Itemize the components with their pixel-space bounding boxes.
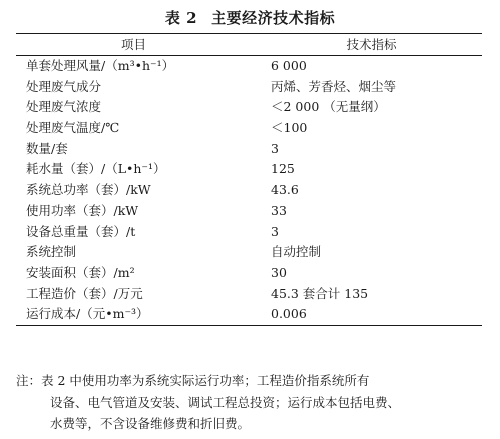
- table-number: 表 2: [164, 9, 198, 27]
- row-value: 0.006: [271, 306, 307, 322]
- row-item: 工程造价（套）/万元: [26, 285, 143, 301]
- row-item: 使用功率（套）/kW: [26, 202, 139, 218]
- column-header-indicator: 技术指标: [346, 37, 397, 52]
- row-item: 安装面积（套）/m²: [26, 264, 135, 280]
- row-value: 30: [271, 264, 287, 280]
- note-line: 设备、电气管道及安装、调试工程总投资；运行成本包括电费、: [50, 394, 401, 410]
- table-title: 主要经济技术指标: [211, 9, 336, 27]
- table-row: [16, 118, 482, 139]
- row-value: 3: [271, 140, 279, 156]
- table-row: [16, 242, 482, 263]
- row-item: 处理废气温度/℃: [26, 120, 120, 136]
- table-row: [16, 159, 482, 180]
- row-value: 33: [271, 202, 287, 218]
- row-value: 43.6: [271, 182, 299, 198]
- table-header-row: [16, 34, 482, 55]
- row-value: 自动控制: [271, 244, 322, 260]
- table-row: [16, 97, 482, 118]
- row-value: ＜100: [271, 120, 308, 136]
- row-value: 丙烯、芳香烃、烟尘等: [271, 78, 397, 94]
- row-item: 运行成本/（元•m⁻³）: [26, 306, 149, 322]
- column-header-item: 项目: [120, 37, 146, 52]
- bottom-rule: [16, 325, 482, 326]
- row-item: 耗水量（套）/（L•h⁻¹）: [26, 161, 166, 177]
- row-value: ＜2 000 （无量纲）: [271, 99, 386, 115]
- table-row: [16, 77, 482, 98]
- row-value: 125: [271, 161, 295, 177]
- table-row: [16, 222, 482, 243]
- row-item: 处理废气浓度: [26, 99, 102, 115]
- note-line: 水费等，不含设备维修费和折旧费。: [50, 416, 251, 431]
- table-caption: [0, 8, 500, 28]
- row-item: 单套处理风量/（m³•h⁻¹）: [26, 58, 175, 73]
- row-value: 45.3 套合计 135: [271, 285, 369, 301]
- table-row: [16, 201, 482, 222]
- table-row: [16, 304, 482, 325]
- row-item: 处理废气成分: [26, 78, 102, 94]
- table-row: [16, 56, 482, 77]
- table-note: [16, 370, 486, 435]
- row-item: 数量/套: [26, 140, 68, 156]
- table-row: [16, 180, 482, 201]
- economic-indicators-table: [16, 33, 482, 326]
- row-value: 3: [271, 223, 279, 239]
- note-line: 注：表 2 中使用功率为系统实际运行功率；工程造价指系统所有: [16, 373, 370, 388]
- row-item: 设备总重量（套）/t: [26, 223, 136, 239]
- row-value: 6 000: [271, 58, 307, 73]
- table-row: [16, 139, 482, 160]
- table-row: [16, 284, 482, 305]
- row-item: 系统控制: [26, 244, 77, 260]
- row-item: 系统总功率（套）/kW: [26, 182, 151, 198]
- table-row: [16, 263, 482, 284]
